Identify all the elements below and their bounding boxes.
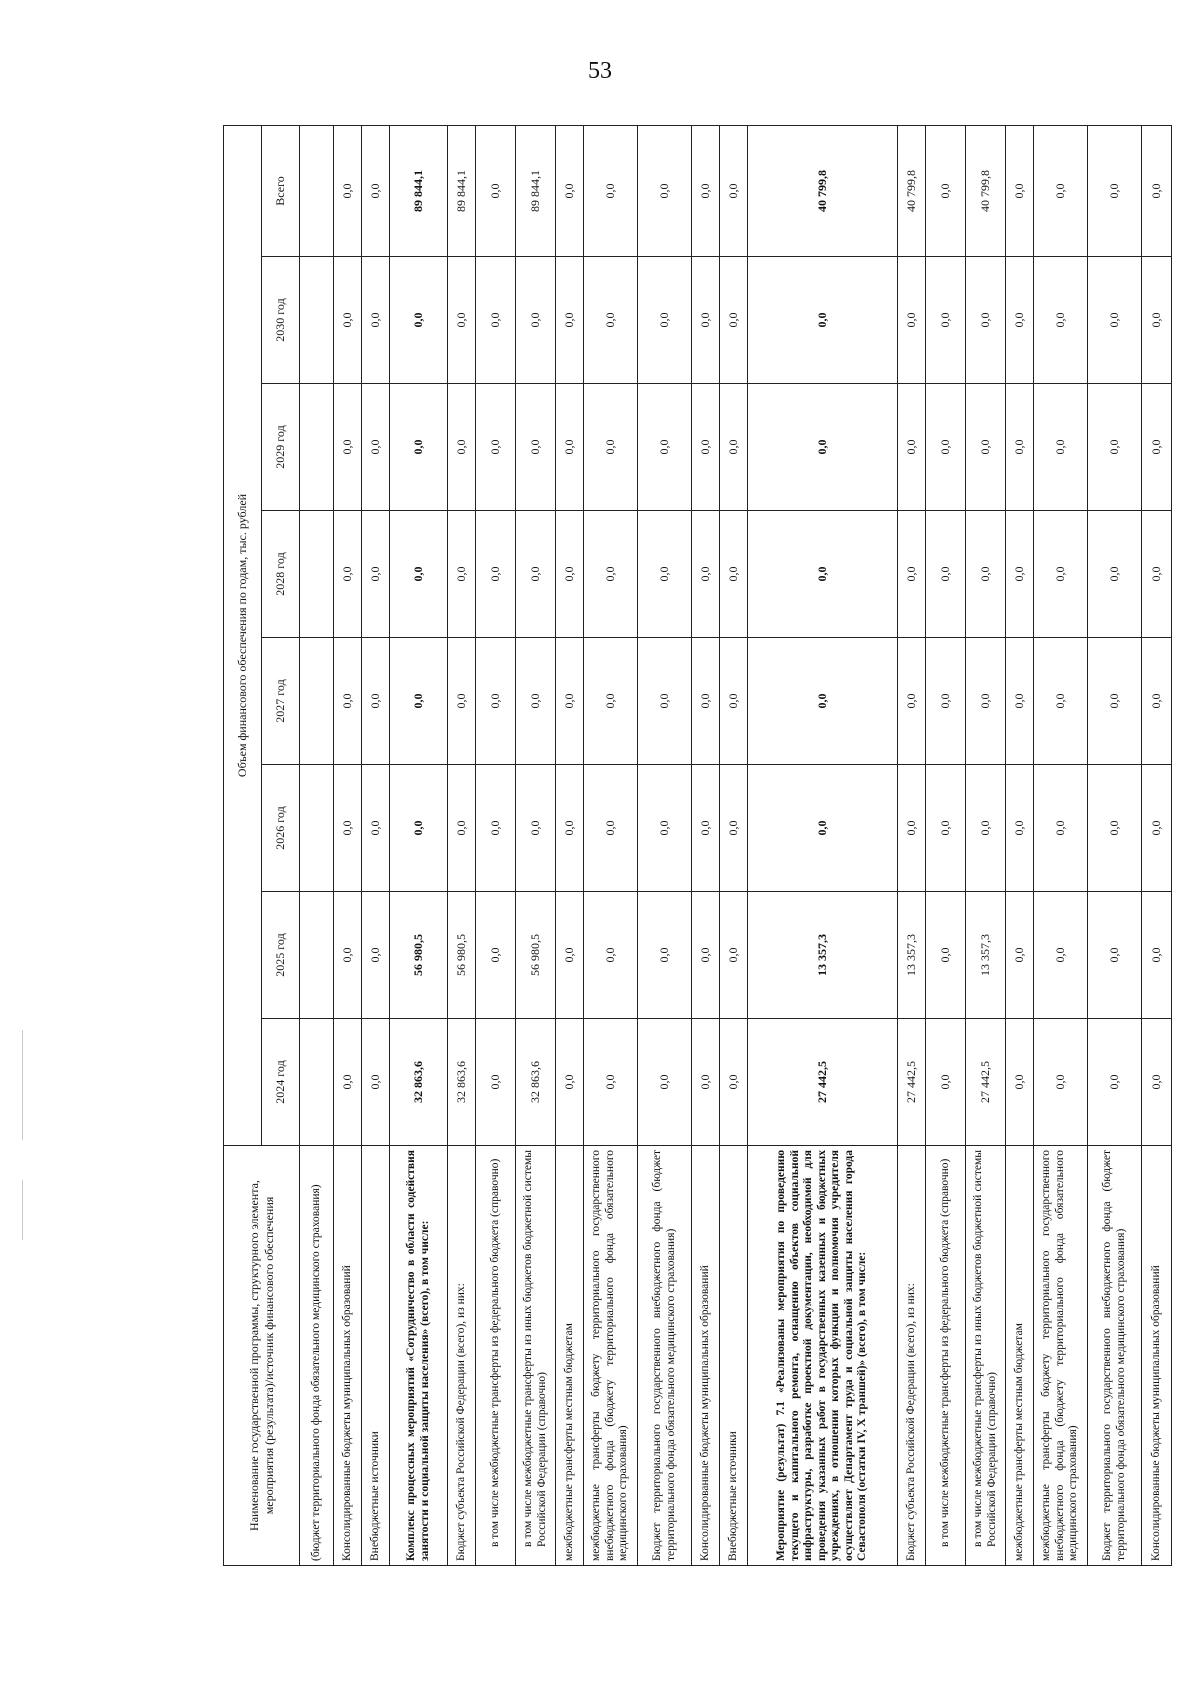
value-cell: 0,0	[1034, 125, 1088, 256]
row-name-cell: Консолидированные бюджеты муниципальных образований	[334, 1146, 362, 1566]
value-cell: 0,0	[362, 638, 390, 765]
value-cell: 32 863,6	[516, 1019, 556, 1146]
value-cell: 0,0	[334, 511, 362, 638]
row-name-cell: Внебюджетные источники	[362, 1146, 390, 1566]
value-cell: 0,0	[1006, 1019, 1034, 1146]
value-cell: 0,0	[334, 1019, 362, 1146]
row-name-cell: межбюджетные трансферты бюджету территориального государственного внебюджетного фонда (бюджету территориального фонда обязательного медицинского страхования)	[1034, 1146, 1088, 1566]
value-cell: 0,0	[966, 384, 1006, 511]
value-cell: 89 844,1	[448, 125, 476, 256]
value-cell: 0,0	[1034, 892, 1088, 1019]
value-cell	[300, 125, 334, 256]
value-cell: 0,0	[1142, 511, 1172, 638]
table-row	[1142, 125, 1172, 1565]
value-cell: 0,0	[926, 125, 966, 256]
table-row	[1088, 125, 1142, 1565]
header-year-2029: 2029 год	[262, 384, 300, 511]
value-cell: 56 980,5	[516, 892, 556, 1019]
value-cell: 40 799,8	[748, 125, 898, 256]
value-cell: 13 357,3	[966, 892, 1006, 1019]
value-cell: 0,0	[692, 638, 720, 765]
value-cell: 0,0	[898, 765, 926, 892]
value-cell: 0,0	[584, 1019, 638, 1146]
scan-edge-line	[22, 1180, 23, 1240]
value-cell: 0,0	[584, 125, 638, 256]
value-cell: 0,0	[1006, 511, 1034, 638]
value-cell: 0,0	[1006, 638, 1034, 765]
value-cell: 0,0	[556, 892, 584, 1019]
value-cell: 0,0	[334, 892, 362, 1019]
value-cell: 0,0	[1034, 1019, 1088, 1146]
value-cell: 0,0	[748, 638, 898, 765]
row-name-cell: Мероприятие (результат) 7.1 «Реализованы мероприятия по проведению текущего и капитального ремонта, оснащению объектов социальной инфраструктуры, разработке проектной документации, необходимой для проведения указанных работ в государственных казенных и бюджетных учреждениях, в отношении которых функции и полномочия учредителя осуществляет Департамент труда и социальной защиты населения города Севастополя (остатки IV, X траншей)» (всего), в том числе:	[748, 1146, 898, 1566]
table-row	[390, 125, 448, 1565]
value-cell: 56 980,5	[390, 892, 448, 1019]
value-cell: 0,0	[1006, 125, 1034, 256]
value-cell: 89 844,1	[390, 125, 448, 256]
value-cell: 0,0	[476, 765, 516, 892]
value-cell	[300, 765, 334, 892]
table-row	[966, 125, 1006, 1565]
value-cell: 0,0	[898, 638, 926, 765]
value-cell: 0,0	[362, 892, 390, 1019]
value-cell: 0,0	[926, 384, 966, 511]
value-cell: 0,0	[516, 638, 556, 765]
value-cell: 0,0	[476, 638, 516, 765]
financing-table	[223, 125, 1172, 1566]
row-name-cell: в том числе межбюджетные трансферты из иных бюджетов бюджетной системы Российской Федерации (справочно)	[516, 1146, 556, 1566]
value-cell: 0,0	[1034, 384, 1088, 511]
value-cell: 0,0	[926, 257, 966, 384]
value-cell: 89 844,1	[516, 125, 556, 256]
value-cell: 0,0	[556, 1019, 584, 1146]
value-cell: 0,0	[638, 638, 692, 765]
header-year-2028: 2028 год	[262, 511, 300, 638]
value-cell: 0,0	[476, 511, 516, 638]
value-cell: 0,0	[966, 638, 1006, 765]
value-cell: 0,0	[966, 765, 1006, 892]
value-cell: 0,0	[362, 1019, 390, 1146]
scan-edge-line	[22, 1030, 23, 1140]
row-name-cell: в том числе межбюджетные трансферты из федерального бюджета (справочно)	[476, 1146, 516, 1566]
value-cell: 0,0	[362, 125, 390, 256]
table-row	[300, 125, 334, 1565]
value-cell: 0,0	[1034, 765, 1088, 892]
value-cell: 0,0	[362, 765, 390, 892]
value-cell: 0,0	[692, 125, 720, 256]
value-cell: 0,0	[720, 511, 748, 638]
value-cell: 0,0	[390, 257, 448, 384]
row-name-cell: в том числе межбюджетные трансферты из федерального бюджета (справочно)	[926, 1146, 966, 1566]
value-cell: 0,0	[638, 1019, 692, 1146]
value-cell: 0,0	[1088, 1019, 1142, 1146]
value-cell: 0,0	[638, 892, 692, 1019]
value-cell: 0,0	[748, 384, 898, 511]
value-cell: 0,0	[1006, 765, 1034, 892]
value-cell: 0,0	[1088, 257, 1142, 384]
table-row	[334, 125, 362, 1565]
value-cell: 0,0	[362, 511, 390, 638]
value-cell: 0,0	[476, 1019, 516, 1146]
value-cell	[300, 638, 334, 765]
value-cell: 0,0	[898, 511, 926, 638]
value-cell: 0,0	[476, 384, 516, 511]
value-cell: 0,0	[966, 257, 1006, 384]
table-row	[476, 125, 516, 1565]
value-cell: 0,0	[390, 765, 448, 892]
value-cell: 0,0	[334, 384, 362, 511]
value-cell: 0,0	[692, 511, 720, 638]
value-cell: 0,0	[556, 765, 584, 892]
header-year-2026: 2026 год	[262, 765, 300, 892]
value-cell: 0,0	[720, 765, 748, 892]
value-cell: 0,0	[516, 384, 556, 511]
value-cell: 0,0	[692, 257, 720, 384]
value-cell: 0,0	[556, 384, 584, 511]
row-name-cell: (бюджет территориального фонда обязательного медицинского страхования)	[300, 1146, 334, 1566]
value-cell: 0,0	[1142, 125, 1172, 256]
value-cell: 0,0	[692, 765, 720, 892]
value-cell: 0,0	[898, 384, 926, 511]
value-cell	[300, 892, 334, 1019]
value-cell: 0,0	[926, 892, 966, 1019]
value-cell	[300, 1019, 334, 1146]
header-year-2030: 2030 год	[262, 257, 300, 384]
value-cell: 0,0	[516, 765, 556, 892]
value-cell: 0,0	[638, 125, 692, 256]
row-name-cell: Бюджет субъекта Российской Федерации (всего), из них:	[898, 1146, 926, 1566]
value-cell: 0,0	[1142, 384, 1172, 511]
table-row	[556, 125, 584, 1565]
value-cell: 0,0	[1142, 765, 1172, 892]
value-cell: 0,0	[448, 511, 476, 638]
row-name-cell: Консолидированные бюджеты муниципальных образований	[692, 1146, 720, 1566]
header-volume: Объем финансового обеспечения по годам, тыс. рублей	[224, 125, 262, 1145]
value-cell: 0,0	[1088, 765, 1142, 892]
value-cell: 0,0	[362, 257, 390, 384]
value-cell: 0,0	[334, 125, 362, 256]
table-row	[516, 125, 556, 1565]
value-cell: 0,0	[556, 125, 584, 256]
value-cell: 0,0	[638, 384, 692, 511]
header-year-2027: 2027 год	[262, 638, 300, 765]
value-cell: 56 980,5	[448, 892, 476, 1019]
value-cell: 0,0	[748, 511, 898, 638]
value-cell: 0,0	[898, 257, 926, 384]
value-cell	[300, 384, 334, 511]
value-cell: 40 799,8	[898, 125, 926, 256]
row-name-cell: Консолидированные бюджеты муниципальных образований	[1142, 1146, 1172, 1566]
value-cell: 0,0	[1034, 638, 1088, 765]
row-name-cell: в том числе межбюджетные трансферты из иных бюджетов бюджетной системы Российской Федерации (справочно)	[966, 1146, 1006, 1566]
value-cell: 0,0	[390, 638, 448, 765]
value-cell: 0,0	[638, 765, 692, 892]
value-cell: 0,0	[1006, 384, 1034, 511]
value-cell: 0,0	[476, 125, 516, 256]
value-cell: 32 863,6	[448, 1019, 476, 1146]
value-cell: 0,0	[720, 1019, 748, 1146]
value-cell: 0,0	[720, 257, 748, 384]
value-cell: 13 357,3	[748, 892, 898, 1019]
value-cell: 0,0	[1088, 892, 1142, 1019]
row-name-cell: межбюджетные трансферты местным бюджетам	[556, 1146, 584, 1566]
value-cell: 0,0	[584, 384, 638, 511]
value-cell: 0,0	[748, 257, 898, 384]
value-cell: 0,0	[720, 125, 748, 256]
value-cell	[300, 257, 334, 384]
value-cell: 0,0	[334, 765, 362, 892]
page-number: 53	[588, 58, 612, 84]
value-cell: 40 799,8	[966, 125, 1006, 256]
value-cell: 0,0	[556, 257, 584, 384]
table-row	[584, 125, 638, 1565]
value-cell: 0,0	[584, 511, 638, 638]
value-cell: 0,0	[926, 638, 966, 765]
value-cell: 0,0	[966, 511, 1006, 638]
row-name-cell: межбюджетные трансферты бюджету территориального государственного внебюджетного фонда (бюджету территориального фонда обязательного медицинского страхования)	[584, 1146, 638, 1566]
value-cell: 0,0	[1088, 384, 1142, 511]
value-cell: 0,0	[1088, 125, 1142, 256]
row-name-cell: Бюджет территориального государственного внебюджетного фонда (бюджет территориального фонда обязательного медицинского страхования)	[1088, 1146, 1142, 1566]
value-cell: 32 863,6	[390, 1019, 448, 1146]
table-row	[898, 125, 926, 1565]
value-cell: 0,0	[748, 765, 898, 892]
value-cell: 27 442,5	[898, 1019, 926, 1146]
value-cell: 0,0	[362, 384, 390, 511]
value-cell: 0,0	[1034, 511, 1088, 638]
value-cell: 0,0	[516, 511, 556, 638]
value-cell: 0,0	[584, 257, 638, 384]
value-cell	[300, 511, 334, 638]
value-cell: 0,0	[638, 257, 692, 384]
value-cell: 0,0	[1142, 638, 1172, 765]
header-year-2024: 2024 год	[262, 1019, 300, 1146]
table-row	[748, 125, 898, 1565]
value-cell: 0,0	[692, 1019, 720, 1146]
value-cell: 0,0	[448, 257, 476, 384]
row-name-cell: Комплекс процессных мероприятий «Сотрудничество в области содействия занятости и социальной защиты населения» (всего), в том числе:	[390, 1146, 448, 1566]
value-cell: 0,0	[692, 892, 720, 1019]
value-cell: 0,0	[584, 765, 638, 892]
table-row	[720, 125, 748, 1565]
value-cell: 0,0	[334, 257, 362, 384]
value-cell: 0,0	[584, 892, 638, 1019]
value-cell: 0,0	[476, 892, 516, 1019]
header-year-2025: 2025 год	[262, 892, 300, 1019]
value-cell: 0,0	[448, 384, 476, 511]
value-cell: 0,0	[516, 257, 556, 384]
table-row	[448, 125, 476, 1565]
value-cell: 0,0	[556, 638, 584, 765]
value-cell: 0,0	[556, 511, 584, 638]
value-cell: 0,0	[448, 765, 476, 892]
value-cell: 0,0	[926, 511, 966, 638]
value-cell: 0,0	[1034, 257, 1088, 384]
header-name: Наименование государственной программы, структурного элемента, мероприятия (результата)/источник финансового обеспечения	[224, 1146, 300, 1566]
value-cell: 0,0	[1142, 1019, 1172, 1146]
value-cell: 0,0	[1006, 892, 1034, 1019]
value-cell: 0,0	[1006, 257, 1034, 384]
value-cell: 0,0	[390, 384, 448, 511]
value-cell: 0,0	[720, 384, 748, 511]
table-row	[1034, 125, 1088, 1565]
value-cell: 0,0	[448, 638, 476, 765]
value-cell: 0,0	[584, 638, 638, 765]
table-row	[1006, 125, 1034, 1565]
table-row	[638, 125, 692, 1565]
value-cell: 0,0	[334, 638, 362, 765]
row-name-cell: Бюджет территориального государственного внебюджетного фонда (бюджет территориального фонда обязательного медицинского страхования)	[638, 1146, 692, 1566]
value-cell: 0,0	[1142, 257, 1172, 384]
value-cell: 0,0	[926, 765, 966, 892]
table-row	[362, 125, 390, 1565]
value-cell: 0,0	[720, 638, 748, 765]
header-total: Всего	[262, 125, 300, 256]
value-cell: 0,0	[692, 384, 720, 511]
row-name-cell: Бюджет субъекта Российской Федерации (всего), из них:	[448, 1146, 476, 1566]
table-row	[926, 125, 966, 1565]
value-cell: 27 442,5	[966, 1019, 1006, 1146]
value-cell: 13 357,3	[898, 892, 926, 1019]
value-cell: 0,0	[390, 511, 448, 638]
rotated-table-container	[223, 126, 1164, 1566]
value-cell: 0,0	[638, 511, 692, 638]
value-cell: 0,0	[476, 257, 516, 384]
table-row	[692, 125, 720, 1565]
value-cell: 0,0	[720, 892, 748, 1019]
value-cell: 27 442,5	[748, 1019, 898, 1146]
value-cell: 0,0	[1088, 638, 1142, 765]
value-cell: 0,0	[1142, 892, 1172, 1019]
value-cell: 0,0	[926, 1019, 966, 1146]
row-name-cell: Внебюджетные источники	[720, 1146, 748, 1566]
value-cell: 0,0	[1088, 511, 1142, 638]
row-name-cell: межбюджетные трансферты местным бюджетам	[1006, 1146, 1034, 1566]
